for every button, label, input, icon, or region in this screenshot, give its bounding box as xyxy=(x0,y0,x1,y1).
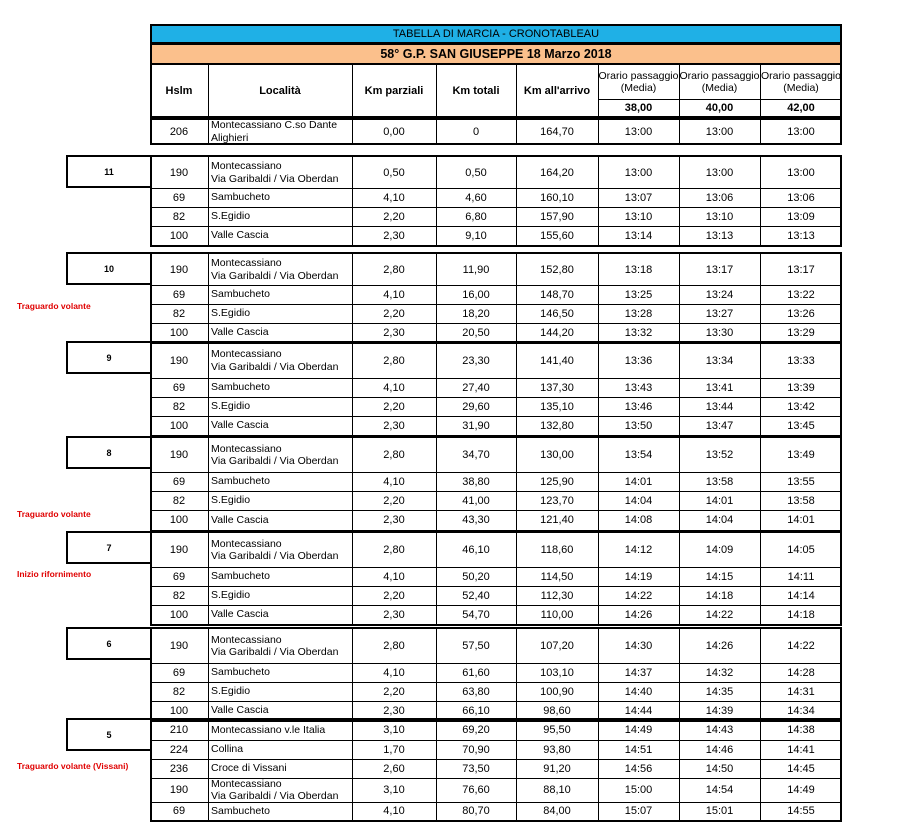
lap-note: Traguardo volante xyxy=(17,509,91,519)
cell-t2: 14:04 xyxy=(705,514,734,526)
cell-t3: 14:18 xyxy=(787,608,815,621)
cell-t2: 14:39 xyxy=(705,704,734,717)
cell-t1: 15:00 xyxy=(624,784,653,796)
cell-kp: 2,30 xyxy=(383,419,405,432)
cell-kp: 4,10 xyxy=(383,381,405,394)
cell-hslm: 82 xyxy=(172,210,186,223)
cell-t3: 14:14 xyxy=(787,589,815,602)
average-speed: 40,00 xyxy=(705,102,734,114)
cell-t2: 14:54 xyxy=(705,784,734,796)
cell-hslm: 82 xyxy=(172,685,186,698)
cell-kp: 1,70 xyxy=(383,743,405,756)
cell-ka: 157,90 xyxy=(540,210,574,223)
cell-hslm: 82 xyxy=(172,307,186,320)
cell-kp: 2,80 xyxy=(383,263,405,276)
cell-ka: 91,20 xyxy=(543,762,571,775)
cell-ka: 112,30 xyxy=(540,589,574,602)
cell-kt: 38,80 xyxy=(462,475,490,488)
cell-t3: 14:34 xyxy=(787,704,815,717)
lap-note: Inizio rifornimento xyxy=(17,569,92,579)
cell-kt: 52,40 xyxy=(462,589,490,602)
lap-number: 6 xyxy=(66,627,152,660)
cell-kt: 0 xyxy=(472,125,480,138)
cell-t2: 13:34 xyxy=(705,354,734,367)
locality: Collina xyxy=(211,743,244,756)
locality: Montecassiano Via Garibaldi / Via Oberdan xyxy=(211,537,339,562)
cell-kp: 2,20 xyxy=(383,589,405,602)
cell-hslm: 190 xyxy=(169,166,189,179)
cell-t3: 13:29 xyxy=(787,326,815,339)
header-km-totali: Km totali xyxy=(452,84,500,97)
cell-t3: 13:49 xyxy=(787,449,815,461)
cell-t3: 13:45 xyxy=(787,419,815,432)
cell-t1: 13:18 xyxy=(624,263,653,276)
cell-t1: 14:56 xyxy=(624,762,653,775)
cell-t1: 13:14 xyxy=(624,229,653,242)
cell-hslm: 190 xyxy=(169,544,189,556)
cell-t2: 13:52 xyxy=(705,449,734,461)
locality: Sambucheto xyxy=(211,570,270,583)
cell-kt: 41,00 xyxy=(462,494,490,507)
lap-number: 11 xyxy=(66,155,152,188)
locality: Croce di Vissani xyxy=(211,762,287,775)
cell-t2: 14:35 xyxy=(705,685,734,698)
cell-ka: 121,40 xyxy=(540,514,574,526)
cell-t1: 14:51 xyxy=(624,743,653,756)
locality: S.Egidio xyxy=(211,685,251,698)
cell-t3: 14:11 xyxy=(787,570,815,583)
cell-t2: 13:24 xyxy=(705,288,734,301)
cell-t2: 13:10 xyxy=(705,210,734,223)
locality: Montecassiano Via Garibaldi / Via Oberdan xyxy=(211,160,339,185)
cell-kt: 20,50 xyxy=(462,326,490,339)
locality: Sambucheto xyxy=(211,666,270,679)
cell-t2: 14:22 xyxy=(705,608,734,621)
cell-kp: 4,10 xyxy=(383,475,405,488)
cell-kt: 66,10 xyxy=(462,704,490,717)
cell-hslm: 82 xyxy=(172,589,186,602)
cell-ka: 164,70 xyxy=(540,125,574,138)
cell-kp: 2,20 xyxy=(383,400,405,413)
cell-ka: 103,10 xyxy=(540,666,574,679)
cell-ka: 110,00 xyxy=(540,608,574,621)
cell-hslm: 100 xyxy=(169,326,189,339)
cell-ka: 148,70 xyxy=(540,288,574,301)
cell-ka: 123,70 xyxy=(540,494,574,507)
cell-kp: 2,30 xyxy=(383,326,405,339)
cell-t1: 14:01 xyxy=(624,475,653,488)
cell-kp: 2,30 xyxy=(383,514,405,526)
cell-ka: 164,20 xyxy=(540,166,574,179)
header-orario: Orario passaggio (Media) xyxy=(761,70,841,94)
cell-t2: 14:50 xyxy=(705,762,734,775)
cell-t3: 14:38 xyxy=(787,724,815,736)
locality: Valle Cascia xyxy=(211,608,269,621)
cell-kt: 18,20 xyxy=(462,307,490,320)
average-speed: 38,00 xyxy=(624,102,653,114)
cell-hslm: 206 xyxy=(169,125,189,138)
cell-t3: 13:13 xyxy=(787,229,815,242)
cell-t2: 13:30 xyxy=(705,326,734,339)
cell-t2: 13:13 xyxy=(705,229,734,242)
cell-t3: 14:01 xyxy=(787,514,815,526)
header-orario: Orario passaggio (Media) xyxy=(598,70,679,94)
cell-kp: 0,50 xyxy=(383,166,405,179)
cell-ka: 144,20 xyxy=(540,326,574,339)
cell-ka: 100,90 xyxy=(540,685,574,698)
cell-kp: 4,10 xyxy=(383,191,405,204)
cell-t3: 14:28 xyxy=(787,666,815,679)
cell-t2: 13:44 xyxy=(705,400,734,413)
locality: Montecassiano Via Garibaldi / Via Oberdan xyxy=(211,442,339,467)
cell-t3: 13:33 xyxy=(787,354,815,367)
cell-kt: 11,90 xyxy=(462,263,490,276)
cell-t1: 13:28 xyxy=(624,307,653,320)
cell-t2: 15:01 xyxy=(705,805,734,817)
locality: Sambucheto xyxy=(211,288,270,301)
cell-kt: 57,50 xyxy=(462,640,490,652)
cell-hslm: 236 xyxy=(169,762,189,775)
cell-kp: 2,20 xyxy=(383,685,405,698)
cell-kp: 2,30 xyxy=(383,704,405,717)
cell-t3: 14:41 xyxy=(787,743,815,756)
lap-number: 7 xyxy=(66,531,152,564)
cell-t2: 14:26 xyxy=(705,640,734,652)
cell-t2: 14:32 xyxy=(705,666,734,679)
cell-t1: 13:07 xyxy=(624,191,653,204)
cell-t2: 14:01 xyxy=(705,494,734,507)
cell-kt: 63,80 xyxy=(462,685,490,698)
cell-hslm: 100 xyxy=(169,704,189,717)
lap-number: 10 xyxy=(66,252,152,285)
cell-kt: 27,40 xyxy=(462,381,490,394)
cell-kt: 34,70 xyxy=(462,449,490,461)
cell-t1: 13:25 xyxy=(624,288,653,301)
cell-kp: 2,20 xyxy=(383,494,405,507)
cell-t2: 13:00 xyxy=(705,166,734,179)
cell-t2: 14:43 xyxy=(705,724,734,736)
cell-kt: 50,20 xyxy=(462,570,490,583)
cell-t2: 13:27 xyxy=(705,307,734,320)
cell-hslm: 190 xyxy=(169,354,189,367)
cell-t3: 13:17 xyxy=(787,263,815,276)
cell-t2: 13:47 xyxy=(705,419,734,432)
cell-t1: 14:37 xyxy=(624,666,653,679)
cell-hslm: 69 xyxy=(172,805,186,817)
cell-t2: 14:46 xyxy=(705,743,734,756)
locality: Valle Cascia xyxy=(211,229,269,242)
cell-t2: 13:41 xyxy=(705,381,734,394)
cell-kp: 2,80 xyxy=(383,544,405,556)
cell-ka: 95,50 xyxy=(543,724,571,736)
cell-hslm: 190 xyxy=(169,640,189,652)
locality: Valle Cascia xyxy=(211,704,269,717)
cell-t3: 13:58 xyxy=(787,494,815,507)
cell-t2: 13:00 xyxy=(705,125,734,138)
locality: Montecassiano Via Garibaldi / Via Oberdan xyxy=(211,257,339,282)
cell-ka: 107,20 xyxy=(540,640,574,652)
header-localita: Località xyxy=(259,84,301,97)
cell-kp: 2,30 xyxy=(383,229,405,242)
cell-t2: 14:18 xyxy=(705,589,734,602)
table-title: TABELLA DI MARCIA - CRONOTABLEAU xyxy=(150,24,842,44)
cell-kt: 70,90 xyxy=(462,743,490,756)
cell-t3: 14:55 xyxy=(787,805,815,817)
cell-hslm: 190 xyxy=(169,784,189,796)
cell-kt: 46,10 xyxy=(462,544,490,556)
cell-hslm: 190 xyxy=(169,449,189,461)
cell-hslm: 190 xyxy=(169,263,189,276)
cell-hslm: 210 xyxy=(169,724,189,736)
cell-t3: 13:39 xyxy=(787,381,815,394)
cell-ka: 141,40 xyxy=(540,354,574,367)
cell-t3: 13:22 xyxy=(787,288,815,301)
cell-t3: 13:26 xyxy=(787,307,815,320)
cell-kt: 29,60 xyxy=(462,400,490,413)
cell-ka: 130,00 xyxy=(540,449,574,461)
header-km-parziali: Km parziali xyxy=(364,84,424,97)
cell-kt: 16,00 xyxy=(462,288,490,301)
cell-ka: 84,00 xyxy=(543,805,571,817)
header-km-arrivo: Km all'arrivo xyxy=(523,84,591,97)
cell-kp: 4,10 xyxy=(383,805,405,817)
cell-ka: 114,50 xyxy=(540,570,574,583)
cell-kp: 2,30 xyxy=(383,608,405,621)
locality: Montecassiano Via Garibaldi / Via Oberdan xyxy=(211,633,339,658)
cell-kt: 31,90 xyxy=(462,419,490,432)
locality: Valle Cascia xyxy=(211,326,269,339)
cell-kp: 2,80 xyxy=(383,640,405,652)
locality: Sambucheto xyxy=(211,381,270,394)
lap-number: 9 xyxy=(66,341,152,374)
cell-t1: 14:30 xyxy=(624,640,653,652)
cell-t2: 13:58 xyxy=(705,475,734,488)
lap-note: Traguardo volante (Vissani) xyxy=(17,761,129,771)
cell-t1: 14:44 xyxy=(624,704,653,717)
locality: Valle Cascia xyxy=(211,513,269,526)
cell-kp: 4,10 xyxy=(383,288,405,301)
cell-ka: 93,80 xyxy=(543,743,571,756)
cell-t3: 14:49 xyxy=(787,784,815,796)
locality: Montecassiano v.le Italia xyxy=(211,723,326,736)
cell-hslm: 82 xyxy=(172,494,186,507)
cell-hslm: 100 xyxy=(169,514,189,526)
cell-kt: 9,10 xyxy=(465,229,487,242)
cell-t3: 14:45 xyxy=(787,762,815,775)
cell-t3: 13:09 xyxy=(787,210,815,223)
cell-hslm: 69 xyxy=(172,288,186,301)
cell-t3: 14:31 xyxy=(787,685,815,698)
cell-t1: 14:26 xyxy=(624,608,653,621)
cell-kt: 73,50 xyxy=(462,762,490,775)
cell-ka: 155,60 xyxy=(540,229,574,242)
cell-t1: 14:04 xyxy=(624,494,653,507)
cell-t3: 14:05 xyxy=(787,544,815,556)
cell-ka: 146,50 xyxy=(540,307,574,320)
cell-ka: 152,80 xyxy=(540,263,574,276)
header-orario: Orario passaggio (Media) xyxy=(679,70,760,94)
cell-t1: 13:54 xyxy=(624,449,653,461)
cell-ka: 88,10 xyxy=(543,784,571,796)
cell-hslm: 69 xyxy=(172,570,186,583)
cell-kp: 2,80 xyxy=(383,449,405,461)
cell-ka: 135,10 xyxy=(540,400,574,413)
race-title: 58° G.P. SAN GIUSEPPE 18 Marzo 2018 xyxy=(150,43,842,65)
cell-ka: 118,60 xyxy=(540,544,574,556)
cell-t3: 13:42 xyxy=(787,400,815,413)
cell-t3: 13:00 xyxy=(787,125,815,138)
cell-kp: 4,10 xyxy=(383,666,405,679)
cell-kt: 54,70 xyxy=(462,608,490,621)
locality: S.Egidio xyxy=(211,210,251,223)
locality: S.Egidio xyxy=(211,307,251,320)
cell-t1: 13:00 xyxy=(624,166,653,179)
cell-ka: 160,10 xyxy=(540,191,574,204)
cell-t1: 13:50 xyxy=(624,419,653,432)
cell-t3: 13:00 xyxy=(787,166,815,179)
cell-t3: 13:55 xyxy=(787,475,815,488)
cell-hslm: 100 xyxy=(169,229,189,242)
lap-note: Traguardo volante xyxy=(17,301,91,311)
cell-hslm: 69 xyxy=(172,666,186,679)
cell-hslm: 69 xyxy=(172,381,186,394)
cell-t1: 14:08 xyxy=(624,514,653,526)
cell-kt: 76,60 xyxy=(462,784,490,796)
cell-kt: 6,80 xyxy=(465,210,487,223)
cell-t1: 14:22 xyxy=(624,589,653,602)
cell-ka: 125,90 xyxy=(540,475,574,488)
cell-t1: 14:19 xyxy=(624,570,653,583)
cell-t3: 14:22 xyxy=(787,640,815,652)
cell-kp: 3,10 xyxy=(383,724,405,736)
locality: S.Egidio xyxy=(211,494,251,507)
cell-hslm: 100 xyxy=(169,608,189,621)
cell-t2: 13:06 xyxy=(705,191,734,204)
cell-t2: 13:17 xyxy=(705,263,734,276)
cell-kp: 3,10 xyxy=(383,784,405,796)
cell-kt: 43,30 xyxy=(462,514,490,526)
cell-t1: 14:40 xyxy=(624,685,653,698)
cell-t1: 13:32 xyxy=(624,326,653,339)
cell-kp: 0,00 xyxy=(383,125,405,138)
locality: Montecassiano C.so Dante Alighieri xyxy=(211,119,338,144)
locality: Sambucheto xyxy=(211,475,270,488)
cell-kt: 69,20 xyxy=(462,724,490,736)
lap-number: 5 xyxy=(66,718,152,751)
cell-t1: 13:46 xyxy=(624,400,653,413)
cell-t1: 13:36 xyxy=(624,354,653,367)
locality: S.Egidio xyxy=(211,400,251,413)
cell-kt: 4,60 xyxy=(465,191,487,204)
cell-hslm: 100 xyxy=(169,419,189,432)
locality: Montecassiano Via Garibaldi / Via Oberdan xyxy=(211,348,339,373)
cell-t3: 13:06 xyxy=(787,191,815,204)
cell-hslm: 69 xyxy=(172,475,186,488)
locality: S.Egidio xyxy=(211,589,251,602)
cell-ka: 98,60 xyxy=(543,704,571,717)
cell-t1: 13:00 xyxy=(624,125,653,138)
locality: Montecassiano Via Garibaldi / Via Oberdan xyxy=(211,778,339,802)
cell-t2: 14:15 xyxy=(705,570,734,583)
locality: Sambucheto xyxy=(211,191,270,204)
header-hslm: Hslm xyxy=(165,84,193,97)
cell-kp: 2,60 xyxy=(383,762,405,775)
cell-kt: 0,50 xyxy=(465,166,487,179)
cell-kt: 23,30 xyxy=(462,354,490,367)
cell-kt: 80,70 xyxy=(462,805,490,817)
cell-hslm: 82 xyxy=(172,400,186,413)
cell-t2: 14:09 xyxy=(705,544,734,556)
cell-ka: 137,30 xyxy=(540,381,574,394)
cell-ka: 132,80 xyxy=(540,419,574,432)
lap-number: 8 xyxy=(66,436,152,469)
locality: Sambucheto xyxy=(211,804,270,817)
cell-t1: 14:12 xyxy=(624,544,653,556)
cell-kp: 2,20 xyxy=(383,210,405,223)
locality: Valle Cascia xyxy=(211,419,269,432)
cell-kp: 4,10 xyxy=(383,570,405,583)
cell-hslm: 224 xyxy=(169,743,189,756)
cell-t1: 13:10 xyxy=(624,210,653,223)
cell-t1: 13:43 xyxy=(624,381,653,394)
cell-kp: 2,80 xyxy=(383,354,405,367)
cell-t1: 15:07 xyxy=(624,805,653,817)
average-speed: 42,00 xyxy=(787,102,815,114)
cell-kt: 61,60 xyxy=(462,666,490,679)
cell-kp: 2,20 xyxy=(383,307,405,320)
cell-t1: 14:49 xyxy=(624,724,653,736)
cell-hslm: 69 xyxy=(172,191,186,204)
